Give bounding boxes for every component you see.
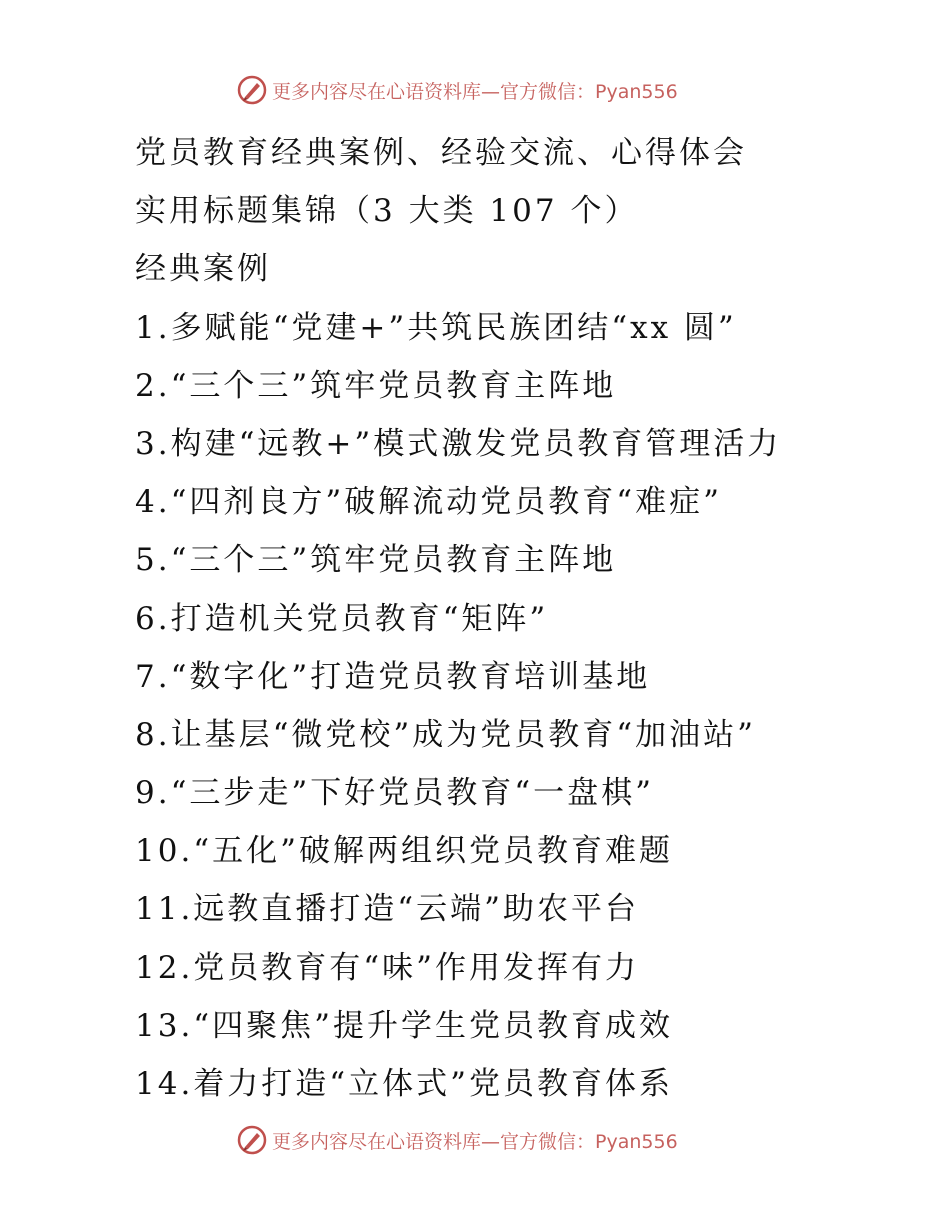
document-title-line-1: 党员教育经典案例、经验交流、心得体会: [135, 135, 747, 171]
red-pen-logo-icon: [236, 1124, 268, 1156]
list-item: 6.打造机关党员教育“矩阵”: [135, 600, 549, 637]
list-item: 8.让基层“微党校”成为党员教育“加油站”: [135, 716, 756, 753]
list-item: 13.“四聚焦”提升学生党员教育成效: [135, 1007, 673, 1044]
list-item: 2.“三个三”筑牢党员教育主阵地: [135, 367, 617, 404]
list-item: 12.党员教育有“味”作用发挥有力: [135, 949, 639, 986]
watermark-text: 更多内容尽在心语资料库—官方微信：Pyan556: [272, 1130, 678, 1153]
header-watermark: [236, 74, 678, 106]
list-item: 14.着力打造“立体式”党员教育体系: [135, 1066, 673, 1102]
section-heading: 经典案例: [135, 251, 271, 288]
list-item: 9.“三步走”下好党员教育“一盘棋”: [135, 775, 654, 812]
document-body: [135, 124, 915, 1113]
footer-watermark: [236, 1124, 678, 1156]
list-item: 10.“五化”破解两组织党员教育难题: [135, 833, 673, 870]
list-item: 3.构建“远教+”模式激发党员教育管理活力: [135, 425, 782, 462]
list-item: 7.“数字化”打造党员教育培训基地: [135, 658, 651, 695]
list-item: 5.“三个三”筑牢党员教育主阵地: [135, 542, 617, 579]
watermark-text: 更多内容尽在心语资料库—官方微信：Pyan556: [272, 80, 678, 103]
list-item: 4.“四剂良方”破解流动党员教育“难症”: [135, 484, 722, 521]
list-item: 1.多赋能“党建+”共筑民族团结“xx 圆”: [135, 309, 737, 346]
list-item: 11.远教直播打造“云端”助农平台: [135, 891, 639, 928]
red-pen-logo-icon: [236, 74, 268, 106]
document-title-line-2: 实用标题集锦（3 大类 107 个）: [135, 193, 639, 230]
